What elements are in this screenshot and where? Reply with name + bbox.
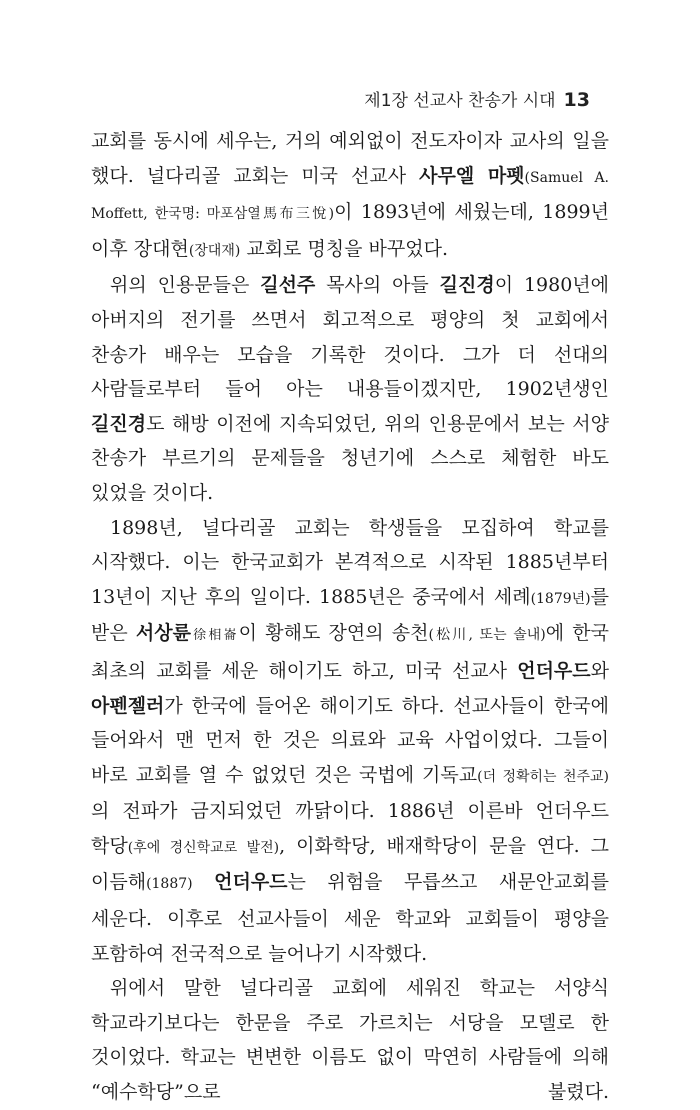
text-run: 에 한국 최초의 교회를 세운 해이기도 하고, 미국 선교사 xyxy=(91,622,609,682)
person-name: 서상륜 xyxy=(135,622,191,645)
person-name: 아펜젤러 xyxy=(91,694,165,717)
paragraph-1 xyxy=(91,124,609,268)
running-header xyxy=(364,86,590,111)
annotation: 徐相崙 xyxy=(190,628,239,644)
annotation: (1879년) xyxy=(530,590,591,607)
person-name: 언더우드 xyxy=(517,659,591,682)
text-run xyxy=(193,871,215,893)
text-run: 위의 인용문들은 xyxy=(110,274,261,297)
text-run: 의 전파가 금지되었던 까닭이다. 1886년 이른바 언더우드 학당 xyxy=(91,800,609,857)
text-run: 를 받은 xyxy=(91,585,609,645)
text-run: 위에서 말한 널다리골 교회에 세워진 학교는 서양식 학교라기보다는 한문을 주로 가르치는 서당을 모델로 한 것이었다. 학교는 변변한 이름도 없이 막연히 사람들에 의해 “예수학당”으로 불렸다. xyxy=(91,977,609,1104)
person-name: 길선주 xyxy=(260,274,316,297)
text-run: 는 위험을 무릅쓰고 새문안교회를 세운다. 이후로 선교사들이 세운 학교와 교회들이 평양을 포함하여 전국적으로 늘어나기 시작했다. xyxy=(91,871,609,965)
paragraph-4 xyxy=(91,971,609,1109)
annotation: (1887) xyxy=(146,876,193,893)
text-run: 교회를 동시에 세우는, 거의 예외없이 전도자이자 교사의 일을 했다. 널다리골 교회는 미국 선교사 xyxy=(91,130,609,187)
annotation: (더 정확히는 천주교) xyxy=(477,768,609,785)
text-run: , 이화학당, 배재학당이 문을 연다. 그 이듬해 xyxy=(91,834,609,894)
text-run: 이 1980년에 아버지의 전기를 쓰면서 회고적으로 평양의 첫 교회에서 찬송가 배우는 모습을 기록한 것이다. 그가 더 선대의 사람들로부터 들어 아는 내용들이겠지만, 1902년생인 xyxy=(91,274,609,401)
paragraph-2 xyxy=(91,268,609,510)
page-number: 13 xyxy=(563,89,590,111)
annotation: (Samuel A. Moffett, 한국명: 마포삼열馬布三悅) xyxy=(91,169,610,223)
text-run: 이 1893년에 세웠는데, 1899년 이후 장대현 xyxy=(91,201,609,260)
chapter-title: 제1장 선교사 찬송가 시대 xyxy=(364,91,556,111)
annotation: (松川, 또는 솔내) xyxy=(428,627,546,644)
person-name: 길진경 xyxy=(439,274,495,297)
text-run: 1898년, 널다리골 교회는 학생들을 모집하여 학교를 시작했다. 이는 한국교회가 본격적으로 시작된 1885년부터 13년이 지난 후의 일이다. 1885년은 중국에서 세례 xyxy=(91,516,609,608)
paragraph-3 xyxy=(91,511,609,972)
text-run: 가 한국에 들어온 해이기도 하다. 선교사들이 한국에 들어와서 맨 먼저 한 것은 의료와 교육 사업이었다. 그들이 바로 교회를 열 수 없었던 것은 국법에 기독교 xyxy=(91,694,609,786)
text-run: 도 해방 이전에 지속되었던, 위의 인용문에서 보는 서양 찬송가 부르기의 문제들을 청년기에 스스로 체험한 바도 있었을 것이다. xyxy=(91,412,609,504)
person-name: 길진경 xyxy=(91,412,147,435)
person-name: 언더우드 xyxy=(214,871,288,894)
text-run: 교회로 명칭을 바꾸었다. xyxy=(240,237,449,260)
body-text xyxy=(91,124,609,1110)
text-run: 와 xyxy=(590,659,609,682)
person-name: 사무엘 마펫 xyxy=(419,164,525,187)
text-run: 목사의 아들 xyxy=(315,274,440,297)
annotation: (후에 경신학교로 발전) xyxy=(127,839,280,856)
text-run: 이 황해도 장연의 송천 xyxy=(238,622,429,645)
annotation: (장대재) xyxy=(188,242,241,259)
